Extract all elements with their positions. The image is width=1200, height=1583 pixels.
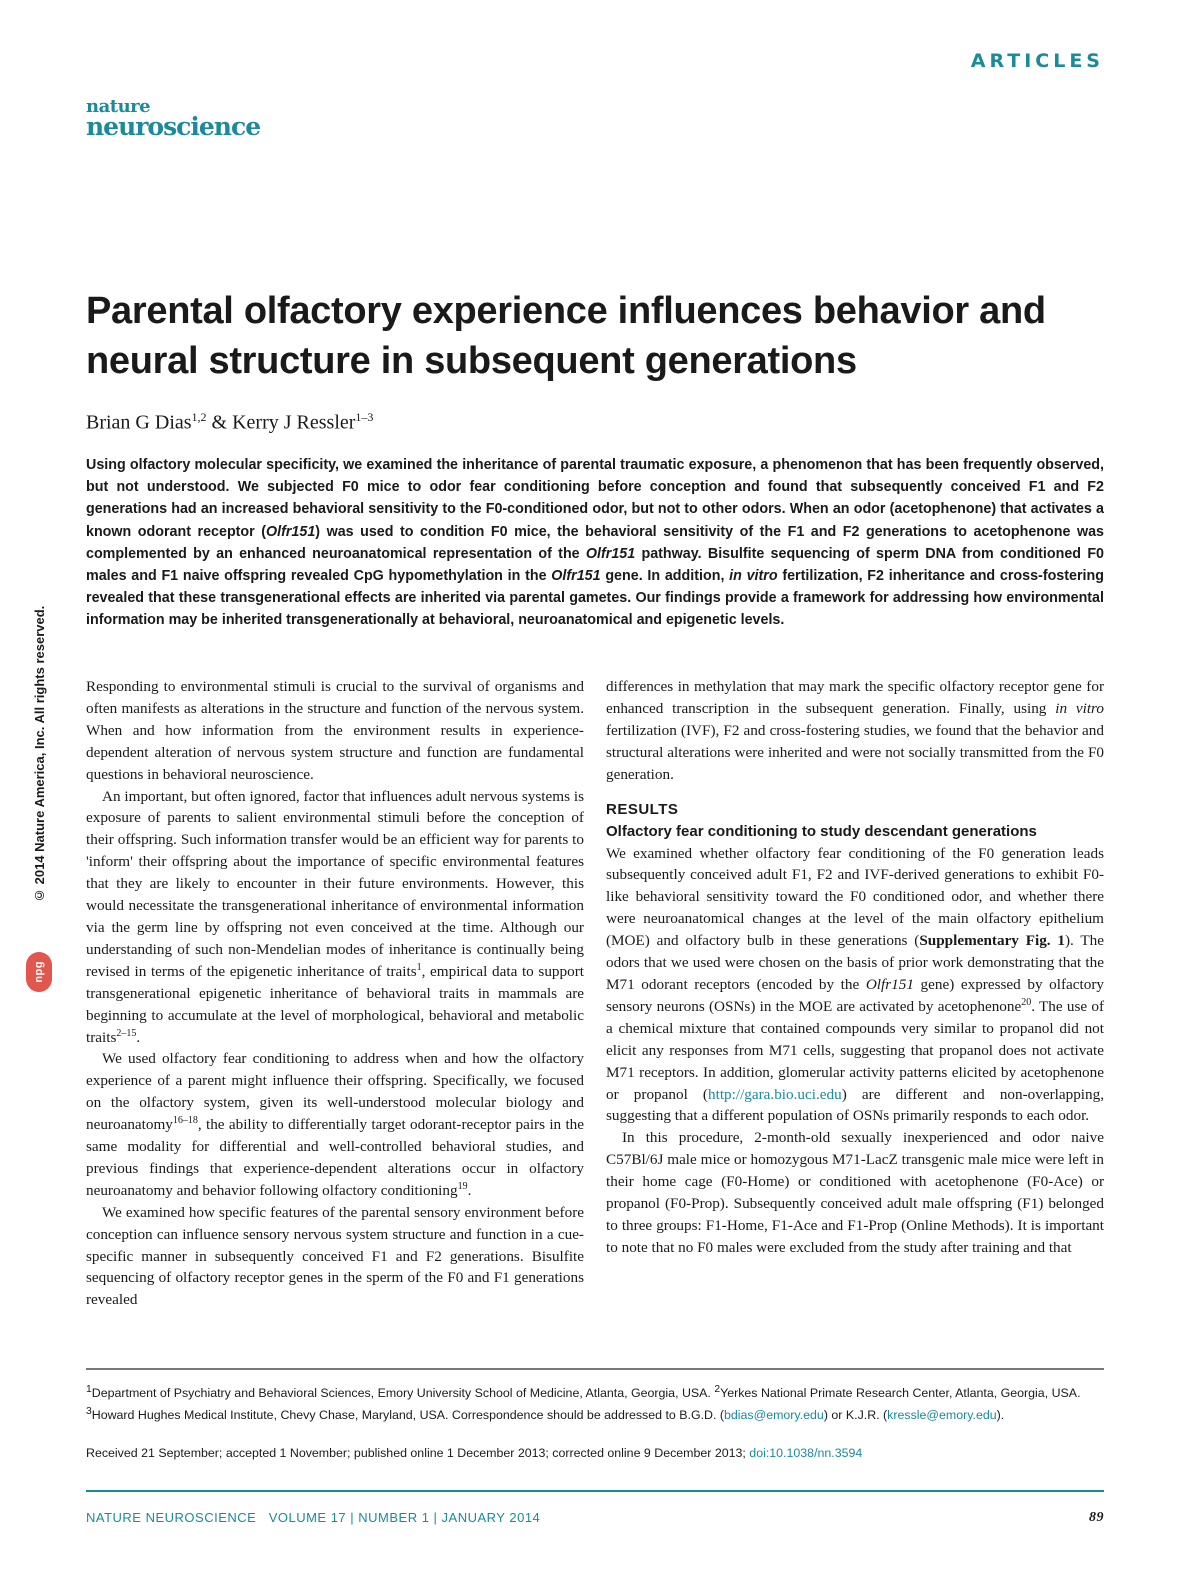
npg-logo-icon: npg xyxy=(26,952,52,992)
journal-logo xyxy=(86,98,260,139)
author-name: Kerry J Ressler xyxy=(232,411,356,434)
figure-ref[interactable]: Supplementary Fig. 1 xyxy=(919,932,1065,950)
citation-ref[interactable]: 16–18 xyxy=(172,1115,198,1127)
footer-divider xyxy=(86,1490,1104,1492)
latin-term: in vitro xyxy=(729,568,778,585)
section-heading-results: RESULTS xyxy=(606,800,679,818)
gene-name: Olfr151 xyxy=(865,975,914,993)
external-link[interactable]: http://gara.bio.uci.edu xyxy=(708,1085,842,1103)
article-title: Parental olfactory experience influences behavior and neural structure in subsequent generations xyxy=(86,290,1046,382)
author-separator: & xyxy=(206,411,233,434)
subsection-heading: Olfactory fear conditioning to study descendant generations xyxy=(606,822,1037,840)
citation-ref[interactable]: 2–15 xyxy=(116,1027,137,1039)
body-paragraph: We examined how specific features of the parental sensory environment before conception can influence sensory nervous system structure and function in a cue-specific manner in subsequently conceived F1 and F2 generations. Bisulfite sequencing of olfactory receptor genes in the sperm of the F0 and F1 generations revealed xyxy=(86,1203,584,1309)
citation-ref[interactable]: 1 xyxy=(416,961,422,973)
body-paragraph: An important, but often ignored, factor that influences adult nervous systems is exposure of parents to salient environmental stimuli before the conception of their offspring. Such information transfer would be an efficient way for parents to 'inform' their offspring about the importance of specific environmental features that they are likely to encounter in their future environments. However, this would necessitate the transgenerational inheritance of environmental information via the germ line by offspring not even conceived at the time. Although our understanding of such non-Mendelian modes of inheritance is continually being revised in terms of the epigenetic inheritance of traits$^1$, empirical data to support transgenerational epigenetic inheritance of behavioral traits in mammals are beginning to accumulate at the level of morphological, behavioral and metabolic traits$^{2-15}$. xyxy=(86,787,584,1046)
copyright-notice: © 2014 Nature America, Inc. All rights reserved. xyxy=(32,605,47,904)
gene-name: Olfr151 xyxy=(551,568,601,585)
footer-issue: VOLUME 17 | NUMBER 1 | JANUARY 2014 xyxy=(268,1510,541,1525)
citation-ref[interactable]: 20 xyxy=(1021,996,1032,1008)
body-paragraph: We used olfactory fear conditioning to address when and how the olfactory experience of a parent might influence their offspring. Specifically, we focused on the olfactory system, given its well-understood molecular biology and neuroanatomy$^{16-18}$, the ability to differentially target odorant-receptor pairs in the same modality for differential and well-controlled behavioral studies, and previous findings that experience-dependent alterations occur in olfactory neuroanatomy and behavior following olfactory conditioning$^{19}$. xyxy=(86,1050,584,1199)
gene-name: Olfr151 xyxy=(585,545,636,562)
footnote-divider xyxy=(86,1368,1104,1370)
gene-name: Olfr151 xyxy=(266,523,316,540)
author-name: Brian G Dias xyxy=(86,411,192,434)
section-label: ARTICLES xyxy=(970,50,1104,72)
body-paragraph: differences in methylation that may mark the specific olfactory receptor gene for enhanced transcription in the subsequent generation. Finally, using in vitro fertilization (IVF), F2 and cross-fostering studies, we found that the behavior and structural alterations were inherited and were not socially transmitted from the F0 generation. xyxy=(606,678,1104,783)
author-list xyxy=(86,410,373,435)
logo-bottom-word: neuroscience xyxy=(86,112,261,141)
latin-term: in vitro xyxy=(1055,699,1104,717)
citation-ref[interactable]: 19 xyxy=(457,1180,468,1192)
abstract: Using olfactory molecular specificity, we examined the inheritance of parental traumatic exposure, a phenomenon that has been frequently observed, but not understood. We subjected F0 mice to odor fear conditioning before conception and found that subsequently conceived F1 and F2 generations had an increased behavioral sensitivity to the F0-conditioned odor, but not to other odors. When an odor (acetophenone) that activates a known odorant receptor (Olfr151) was used to condition F0 mice, the behavioral sensitivity of the F1 and F2 generations to acetophenone was complemented by an enhanced neuroanatomical representation of the Olfr151 pathway. Bisulfite sequencing of sperm DNA from conditioned F0 males and F1 naive offspring revealed CpG hypomethylation in the Olfr151 gene. In addition, in vitro fertilization, F2 inheritance and cross-fostering revealed that these transgenerational effects are inherited via parental gametes. Our findings provide a framework for addressing how environmental information may be inherited transgenerationally at behavioral, neuroanatomical and epigenetic levels. xyxy=(86,457,1105,629)
body-column-left xyxy=(86,676,584,1311)
author-affiliation-ref: 1–3 xyxy=(355,410,374,424)
page-footer xyxy=(86,1510,1104,1526)
body-column-right xyxy=(606,676,1104,1259)
body-paragraph: Responding to environmental stimuli is crucial to the survival of organisms and often manifests as alterations in the structure and function of the nervous system. When and how information from the environment results in experience-dependent alteration of nervous system structure and function are fundamental questions in behavioral neuroscience. xyxy=(86,678,584,783)
footer-journal-name: NATURE NEUROSCIENCE xyxy=(86,1510,257,1525)
logo-top-word: nature xyxy=(86,96,151,117)
doi-link[interactable]: doi:10.1038/nn.3594 xyxy=(749,1446,863,1460)
body-paragraph: In this procedure, 2-month-old sexually inexperienced and odor naive C57Bl/6J male mice or homozygous M71-LacZ transgenic male mice were left in their home cage (F0-Home) or conditioned with acetophenone (F0-Ace) or propanol (F0-Prop). Subsequently conceived adult male offspring (F1) belonged to three groups: F1-Home, F1-Ace and F1-Prop (Online Methods). It is important to note that no F0 males were excluded from the study after training and that xyxy=(606,1129,1104,1256)
affiliations: $^1$Department of Psychiatry and Behavioral Sciences, Emory University School of Medicine, Atlanta, Georgia, USA. $^2$Yerkes National Primate Research Center, Atlanta, Georgia, USA. $^3$Howard Hughes Medical Institute, Chevy Chase, Maryland, USA. Correspondence should be addressed to B.G.D. (bdias@emory.edu) or K.J.R. (kressle@emory.edu). xyxy=(86,1384,1081,1422)
body-paragraph: We examined whether olfactory fear conditioning of the F0 generation leads subsequently conceived adult F1, F2 and IVF-derived generations to exhibit F0-like behavioral sensitivity toward the F0 conditioned odor, and whether there were neuroanatomical changes at the level of the main olfactory epithelium (MOE) and olfactory bulb in these generations (Supplementary Fig. 1). The odors that we used were chosen on the basis of prior work demonstrating that the M71 odorant receptors (encoded by the Olfr151 gene) expressed by olfactory sensory neurons (OSNs) in the MOE are activated by acetophenone$^{20}$. The use of a chemical mixture that contained compounds very similar to propanol did not elicit any responses from M71 cells, suggesting that propanol does not activate M71 receptors. In addition, glomerular activity patterns elicited by acetophenone or propanol (http://gara.bio.uci.edu) are different and non-overlapping, suggesting that a different population of OSNs primarily responds to each odor. xyxy=(606,844,1104,1125)
publication-dates: Received 21 September; accepted 1 November; published online 1 December 2013; corrected online 9 December 2013; doi:10.1038/nn.3594 xyxy=(86,1446,863,1460)
page-number: 89 xyxy=(1089,1510,1104,1525)
author-affiliation-ref: 1,2 xyxy=(191,410,207,424)
email-link[interactable]: bdias@emory.edu xyxy=(724,1407,824,1422)
email-link[interactable]: kressle@emory.edu xyxy=(887,1407,997,1422)
